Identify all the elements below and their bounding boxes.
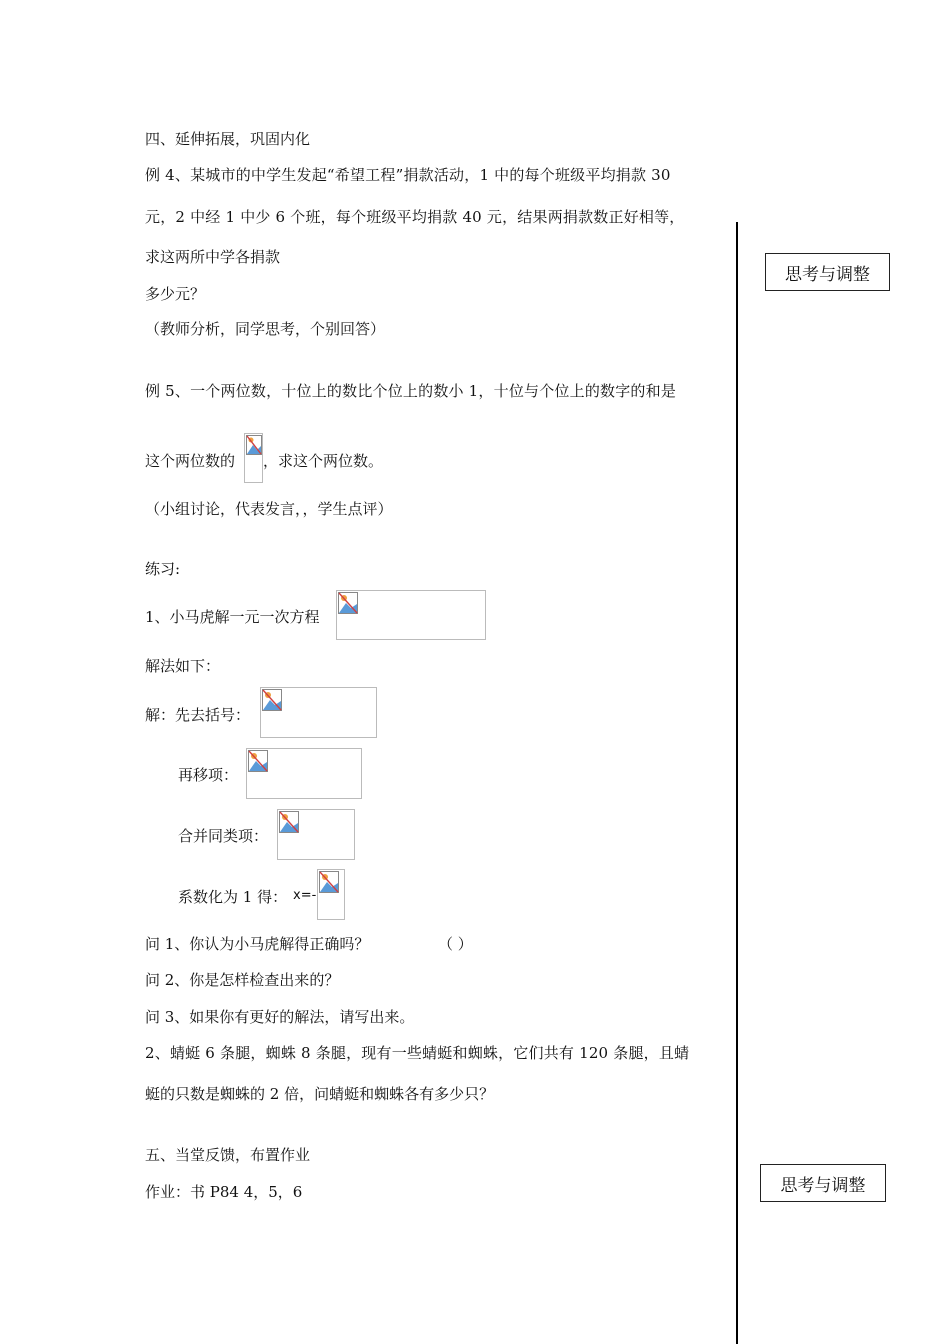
margin-divider [736, 222, 738, 1344]
side-note-box: 思考与调整 [765, 253, 890, 291]
example4-line4: 多少元？ [145, 285, 206, 303]
broken-image-icon [279, 811, 299, 833]
step1-label: 解：先去括号： [145, 706, 251, 724]
example5-note: （小组讨论，代表发言，，学生点评） [145, 500, 393, 518]
ask3: 问 3、如果你有更好的解法，请写出来。 [145, 1008, 415, 1026]
broken-image-icon [319, 871, 339, 893]
step4-image [317, 869, 345, 920]
example4-line3: 求这两所中学各捐款 [145, 248, 281, 266]
broken-image-icon [262, 689, 282, 711]
broken-image-icon [246, 435, 262, 455]
ask2: 问 2、你是怎样检查出来的？ [145, 971, 340, 989]
example5-line2-b: ，求这个两位数。 [263, 452, 384, 470]
step2-image [246, 748, 362, 799]
equation-image [336, 590, 486, 640]
example4-line1: 例 4、某城市的中学生发起“希望工程”捐款活动，1 中的每个班级平均捐款 30 [145, 166, 671, 184]
section5-heading: 五、当堂反馈，布置作业 [145, 1146, 311, 1164]
example5-line1: 例 5、一个两位数，十位上的数比个位上的数小 1，十位与个位上的数字的和是 [145, 382, 677, 400]
step3-label: 合并同类项： [178, 827, 269, 845]
practice-heading: 练习: [145, 560, 181, 578]
practice-q2-line2: 蜓的只数是蜘蛛的 2 倍，问蜻蜓和蜘蛛各有多少只？ [145, 1085, 495, 1103]
homework: 作业：书 P84 4，5，6 [145, 1183, 303, 1201]
formula-image [244, 433, 263, 483]
broken-image-icon [248, 750, 268, 772]
step4-x: x=- [293, 888, 317, 903]
ask1-answer-paren: （ ） [438, 935, 473, 953]
step1-image [260, 687, 377, 738]
side-note-box: 思考与调整 [760, 1164, 886, 1202]
section4-heading: 四、延伸拓展，巩固内化 [145, 130, 311, 148]
step2-label: 再移项： [178, 766, 239, 784]
step4-label: 系数化为 1 得： [178, 888, 288, 906]
practice-method: 解法如下： [145, 657, 221, 675]
ask1: 问 1、你认为小马虎解得正确吗？ [145, 935, 370, 953]
example5-line2-a: 这个两位数的 [145, 452, 236, 470]
step3-image [277, 809, 355, 860]
example4-line2: 元，2 中经 1 中少 6 个班，每个班级平均捐款 40 元，结果两捐款数正好相等， [145, 208, 685, 226]
practice-q2-line1: 2、蜻蜓 6 条腿，蜘蛛 8 条腿，现有一些蜻蜓和蜘蛛，它们共有 120 条腿，且蜻 [145, 1044, 690, 1062]
broken-image-icon [338, 592, 358, 614]
example4-note: （教师分析，同学思考，个别回答） [145, 320, 386, 338]
practice-q1: 1、小马虎解一元一次方程 [145, 608, 320, 626]
